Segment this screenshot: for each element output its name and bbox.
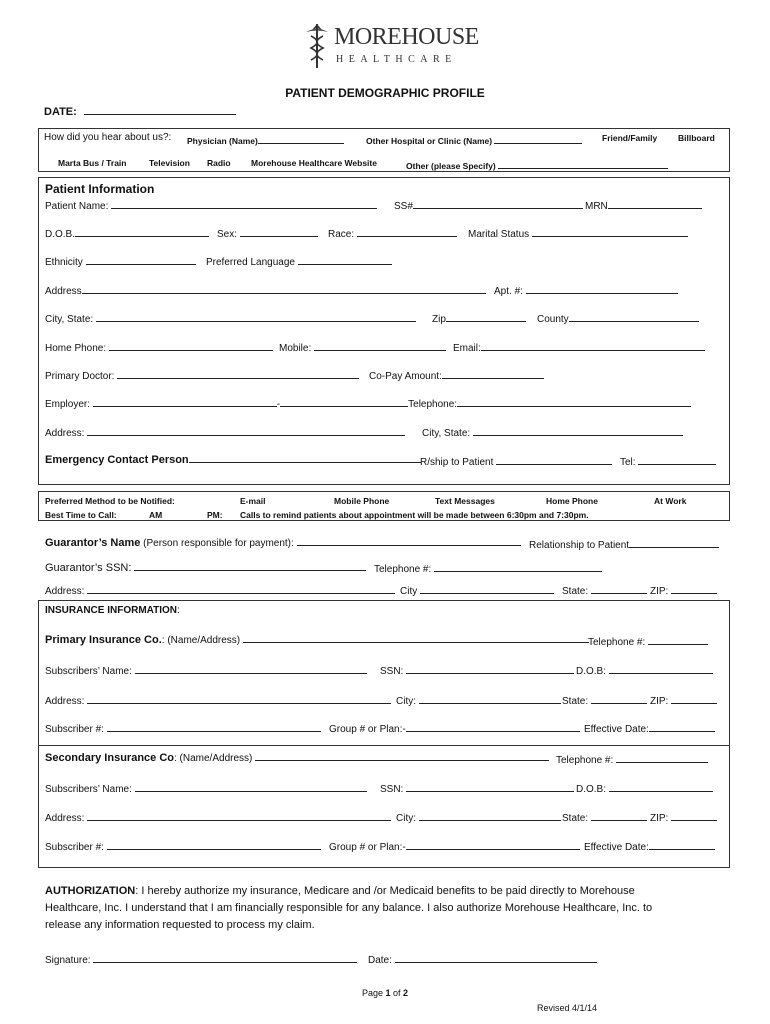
secondary-zip-field[interactable]: ZIP: bbox=[650, 810, 717, 824]
guarantor-state-field[interactable]: State: bbox=[562, 583, 647, 597]
best-time-label: Best Time to Call: bbox=[45, 510, 117, 520]
primary-effective-date-field[interactable]: Effective Date: bbox=[584, 721, 715, 735]
primary-city-field[interactable]: City: bbox=[396, 693, 561, 707]
logo bbox=[300, 18, 480, 74]
secondary-insurance-field[interactable]: Secondary Insurance Co: (Name/Address) bbox=[45, 750, 549, 764]
primary-subscriber-num-field[interactable]: Subscriber #: bbox=[45, 721, 321, 735]
secondary-dob-field[interactable]: D.O.B: bbox=[576, 781, 713, 795]
notify-work[interactable]: At Work bbox=[654, 496, 687, 506]
guarantor-telephone-field[interactable]: Telephone #: bbox=[374, 561, 602, 575]
copay-field[interactable]: Co-Pay Amount: bbox=[369, 368, 544, 382]
city-state-field[interactable]: City, State: bbox=[45, 311, 416, 325]
guarantor-relationship-field[interactable]: Relationship to Patient bbox=[529, 537, 719, 551]
marital-status-field[interactable]: Marital Status bbox=[468, 226, 688, 240]
emergency-contact-field[interactable]: Emergency Contact Person bbox=[45, 452, 421, 466]
patient-ssn-field[interactable]: SS# bbox=[394, 198, 583, 212]
patient-mrn-field[interactable]: MRN bbox=[585, 198, 702, 212]
notify-mobile[interactable]: Mobile Phone bbox=[334, 496, 390, 506]
signature-date-field[interactable]: Date: bbox=[368, 952, 597, 966]
referral-physician[interactable]: Physician (Name) bbox=[187, 133, 344, 146]
employer-field[interactable]: Employer: - Telephone: bbox=[45, 396, 691, 410]
secondary-ssn-field[interactable]: SSN: bbox=[380, 781, 574, 795]
patient-name-field[interactable]: Patient Name: bbox=[45, 198, 377, 212]
revised-date: Revised 4/1/14 bbox=[537, 1003, 598, 1013]
guarantor-ssn-field[interactable]: Guarantor’s SSN: bbox=[45, 560, 366, 574]
employer-city-state-field[interactable]: City, State: bbox=[422, 425, 683, 439]
county-field[interactable]: County bbox=[537, 311, 699, 325]
primary-zip-field[interactable]: ZIP: bbox=[650, 693, 717, 707]
secondary-telephone-field[interactable]: Telephone #: bbox=[556, 752, 708, 766]
referral-friend-family[interactable]: Friend/Family bbox=[602, 133, 658, 143]
date-field[interactable] bbox=[44, 104, 236, 118]
primary-insurance-field[interactable]: Primary Insurance Co.: (Name/Address) bbox=[45, 632, 589, 646]
best-time-pm[interactable]: PM: bbox=[207, 510, 223, 520]
secondary-address-field[interactable]: Address: bbox=[45, 810, 391, 824]
guarantor-name-field[interactable]: Guarantor’s Name (Person responsible for payment): bbox=[45, 535, 521, 549]
primary-state-field[interactable]: State: bbox=[562, 693, 647, 707]
insurance-divider bbox=[38, 745, 730, 746]
sex-field[interactable]: Sex: bbox=[217, 226, 318, 240]
signature-field[interactable]: Signature: bbox=[45, 952, 357, 966]
primary-ssn-field[interactable]: SSN: bbox=[380, 663, 574, 677]
primary-doctor-field[interactable]: Primary Doctor: bbox=[45, 368, 359, 382]
reminder-note: Calls to remind patients about appointment will be made between 6:30pm and 7:30pm. bbox=[240, 510, 589, 520]
dob-field[interactable]: D.O.B. bbox=[45, 226, 209, 240]
preferred-language-field[interactable]: Preferred Language bbox=[206, 254, 392, 268]
referral-radio[interactable]: Radio bbox=[207, 158, 231, 168]
relationship-field[interactable]: R/ship to Patient bbox=[420, 454, 612, 468]
referral-website[interactable]: Morehouse Healthcare Website bbox=[251, 158, 377, 168]
page-number: Page 1 of 2 bbox=[361, 988, 409, 998]
referral-television[interactable]: Television bbox=[149, 158, 190, 168]
primary-group-field[interactable]: Group # or Plan:- bbox=[329, 721, 580, 735]
email-field[interactable]: Email: bbox=[453, 340, 705, 354]
secondary-subscriber-name-field[interactable]: Subscribers’ Name: bbox=[45, 781, 367, 795]
referral-other-hospital[interactable]: Other Hospital or Clinic (Name) bbox=[366, 133, 582, 146]
caduceus-icon bbox=[302, 20, 332, 70]
logo-subtitle: HEALTHCARE bbox=[336, 54, 457, 65]
logo-name: MOREHOUSE bbox=[334, 24, 479, 50]
referral-question: How did you hear about us?: bbox=[44, 132, 172, 143]
authorization-text: AUTHORIZATION: I hereby authorize my insurance, Medicare and /or Medicaid benefits to be paid directly to Morehouse Healthcare, Inc. I understand that I am financially responsible for any balance. I also authorize Morehouse Healthcare, Inc. to release any information requested to process my claim. bbox=[45, 885, 653, 931]
referral-other[interactable]: Other (please Specify) bbox=[406, 158, 668, 171]
apt-field[interactable]: Apt. #: bbox=[494, 283, 678, 297]
primary-telephone-field[interactable]: Telephone #: bbox=[588, 634, 708, 648]
best-time-am[interactable]: AM bbox=[149, 510, 163, 520]
referral-billboard[interactable]: Billboard bbox=[678, 133, 715, 143]
secondary-group-field[interactable]: Group # or Plan:- bbox=[329, 839, 580, 853]
secondary-city-field[interactable]: City: bbox=[396, 810, 561, 824]
date-label: DATE: bbox=[44, 106, 77, 118]
home-phone-field[interactable]: Home Phone: bbox=[45, 340, 273, 354]
patient-info-heading: Patient Information bbox=[45, 182, 155, 196]
guarantor-zip-field[interactable]: ZIP: bbox=[650, 583, 717, 597]
notify-home[interactable]: Home Phone bbox=[546, 496, 598, 506]
guarantor-city-field[interactable]: City bbox=[400, 583, 554, 597]
secondary-subscriber-num-field[interactable]: Subscriber #: bbox=[45, 839, 321, 853]
guarantor-address-field[interactable]: Address: bbox=[45, 583, 395, 597]
notify-method-label: Preferred Method to be Notified: bbox=[45, 496, 175, 506]
mobile-field[interactable]: Mobile: bbox=[279, 340, 446, 354]
zip-field[interactable]: Zip bbox=[432, 311, 526, 325]
race-field[interactable]: Race: bbox=[328, 226, 457, 240]
page-title: PATIENT DEMOGRAPHIC PROFILE bbox=[285, 86, 485, 100]
primary-subscriber-name-field[interactable]: Subscribers’ Name: bbox=[45, 663, 367, 677]
ethnicity-field[interactable]: Ethnicity bbox=[45, 254, 196, 268]
referral-marta[interactable]: Marta Bus / Train bbox=[58, 158, 127, 168]
notify-text[interactable]: Text Messages bbox=[435, 496, 495, 506]
address-field[interactable]: Address bbox=[45, 283, 486, 297]
notify-email[interactable]: E-mail bbox=[240, 496, 266, 506]
secondary-state-field[interactable]: State: bbox=[562, 810, 647, 824]
secondary-effective-date-field[interactable]: Effective Date: bbox=[584, 839, 715, 853]
employer-address-field[interactable]: Address: bbox=[45, 425, 405, 439]
primary-address-field[interactable]: Address: bbox=[45, 693, 391, 707]
emergency-tel-field[interactable]: Tel: bbox=[620, 454, 716, 468]
primary-dob-field[interactable]: D.O.B: bbox=[576, 663, 713, 677]
insurance-heading: INSURANCE INFORMATION: bbox=[45, 605, 180, 616]
